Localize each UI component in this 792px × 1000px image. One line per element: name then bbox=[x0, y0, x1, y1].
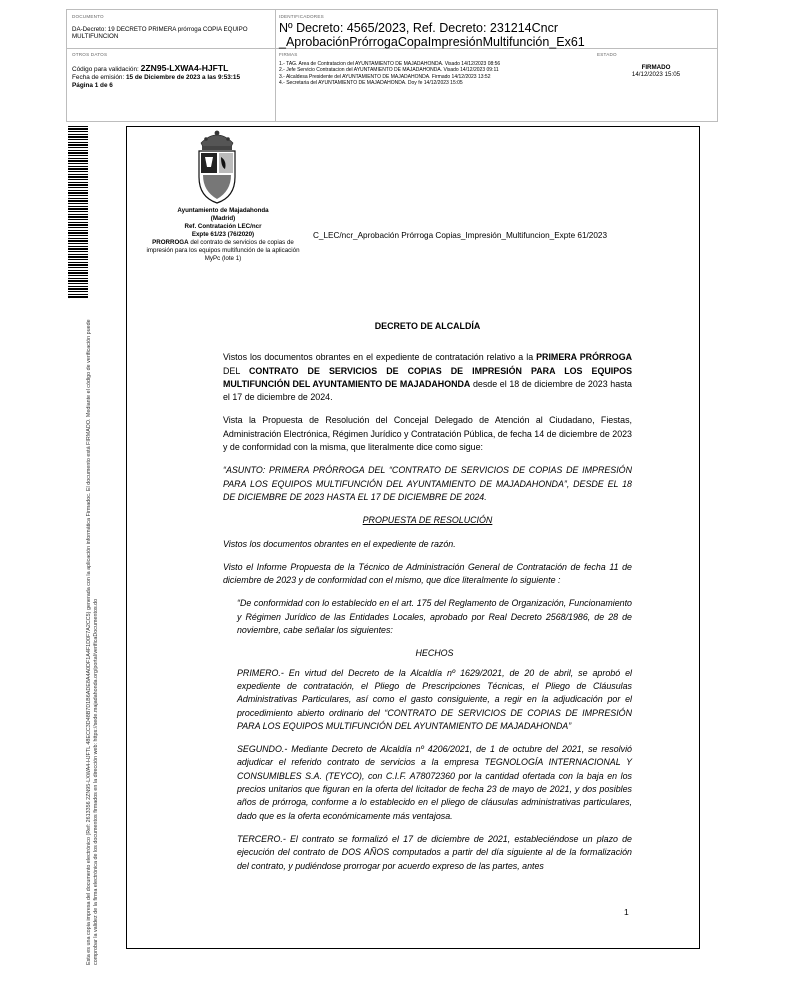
header-divider-vertical bbox=[275, 10, 276, 121]
hechos-heading: HECHOS bbox=[415, 648, 454, 659]
barcode-icon bbox=[68, 126, 88, 298]
quote-primero: PRIMERO.- En virtud del Decreto de la Alcaldía nº 1629/2021, de 20 de abril, se aprobó el expediente de contratación, el Pliego de Prescripciones Técnicas, el Pliego de Cláusulas Administrativas Particulares, así como el gasto consiguiente, a regir en la adjudicación por el procedimiento abierto ordinario del “CONTRATO DE SERVICIOS DE COPIAS DE IMPRESIÓN PARA LOS EQUIPOS MULTIFUNCIÓN DEL AYUNTAMIENTO DE MAJADAHONDA” bbox=[237, 667, 632, 731]
firma-item: 1.- TAG. Area de Contratacion del AYUNTAMIENTO DE MAJADAHONDA. Visado 14/12/2023 08:56 bbox=[279, 60, 501, 67]
expediente-reference: C_LEC/ncr_Aprobación Prórroga Copias_Impresión_Multifuncion_Expte 61/2023 bbox=[313, 231, 608, 240]
firmas-label: FIRMAS bbox=[279, 52, 298, 57]
documento-cell bbox=[72, 14, 272, 40]
codigo-validacion bbox=[72, 63, 272, 74]
estado-label: ESTADO bbox=[597, 52, 617, 57]
firma-item: 3.- Alcaldesa Presidente del AYUNTAMIENTO DE MAJADAHONDA. Firmado 14/12/2023 13:52 bbox=[279, 73, 491, 80]
documento-label: DOCUMENTO bbox=[72, 14, 104, 19]
paragraph-asunto: “ASUNTO: PRIMERA PRÓRROGA DEL “CONTRATO DE SERVICIOS DE COPIAS DE IMPRESIÓN PARA LOS EQUIPOS MULTIFUNCIÓN DEL AYUNTAMIENTO DE MAJADAHONDA”, DESDE EL 18 DE DICIEMBRE DE 2023 HASTA EL 17 DE DICIEMBRE DE 2024. bbox=[223, 465, 632, 502]
documento-value: DA-Decreto: 19 DECRETO PRIMERA prórroga COPIA EQUIPO MULTIFUNCION bbox=[72, 25, 248, 40]
org-province: (Madrid) bbox=[210, 215, 236, 223]
firma-item: 2.- Jefe Servicio Contratacion del AYUNTAMIENTO DE MAJADAHONDA. Visado 14/12/2023 09:11 bbox=[279, 67, 499, 73]
identificadores-label: IDENTIFICADORES bbox=[279, 14, 324, 19]
firma-item: 4.- Secretaria del AYUNTAMIENTO DE MAJADAHONDA. Doy fe 14/12/2023 15:05 bbox=[279, 80, 463, 86]
pagina-indicator: Página 1 de 6 bbox=[72, 81, 113, 89]
identificadores-cell bbox=[279, 14, 715, 49]
org-ref: Ref. Contratación LEC/ncr bbox=[184, 223, 262, 231]
org-desc bbox=[139, 239, 307, 263]
identificadores-value: Nº Decreto: 4565/2023, Ref. Decreto: 231214Cncr _AprobaciónPrórrogaCopaImpresiónMultifunción_Ex61 bbox=[279, 20, 585, 49]
paragraph-vista-propuesta: Vista la Propuesta de Resolución del Concejal Delegado de Atención al Ciudadano, Fiestas, Administración Electrónica, Régimen Jurídico y Contratación Pública, de fecha 14 de diciembre de 2023 y de conformidad con la misma, que literalmente dice como sigue: bbox=[223, 415, 632, 453]
page-number: 1 bbox=[624, 907, 629, 917]
org-name: Ayuntamiento de Majadahonda bbox=[177, 207, 269, 214]
otros-datos-cell bbox=[72, 52, 272, 90]
fecha-emision bbox=[72, 74, 272, 82]
verification-side-text: Esta es una copia impresa del documento electrónico (Ref: 2613356 2ZN95-LXWA4-HJFTL 48ECC3D48B7D1B6ADE8A4A0DF1A4F1D0F7A2CC5) generada con la aplicación informática Firmadoc. El documento está FIRMADO. Mediante el código de verificación puede comprobar la validez de la firma electrónica de los documentos firmados en la dirección web: https://sede.majadahonda.org/portal/verificaDocumentos.do bbox=[86, 319, 100, 965]
org-expte: Expte 61/23 (76/2020) bbox=[191, 231, 255, 239]
paragraph-vistos bbox=[223, 351, 632, 404]
crest-icon bbox=[191, 127, 243, 205]
quote-segundo: SEGUNDO.- Mediante Decreto de Alcaldía nº 4206/2021, de 1 de octubre del 2021, se resolvió adjudicar el referido contrato de servicios a la empresa TEGNOLOGÍA INTERNACIONAL Y CONSUMIBLES S.A. (TEYCO), con C.I.F. A78072360 por la cantidad ofertada con la baja en los precios unitarios que figuran en la oferta del licitador de fecha 23 de mayo de 2021, y dos posibles años de prórroga, conforme a lo establecido en el pliego de cláusulas administrativas particulares, dado que es la oferta económicamente más ventajosa. bbox=[237, 744, 632, 821]
fecha-value: 15 de Diciembre de 2023 a las 9:53:15 bbox=[126, 73, 241, 81]
paragraph-vistos-documentos: Vistos los documentos obrantes en el expediente de razón. bbox=[223, 538, 456, 549]
firmas-cell bbox=[279, 52, 594, 87]
p1-bold-d: CONTRATO DE SERVICIOS DE COPIAS DE IMPRESIÓN PARA LOS EQUIPOS MULTIFUNCIÓN DEL AYUNTAMIENTO DE MAJADAHONDA bbox=[223, 365, 632, 389]
org-desc-text: del contrato de servicios de copias de impresión para los equipos multifunción de la aplicación MyPc (lote 1) bbox=[146, 239, 300, 263]
org-desc-bold: PRORROGA bbox=[152, 239, 189, 247]
page-frame bbox=[126, 126, 700, 949]
org-block bbox=[139, 207, 307, 263]
otros-datos-label: OTROS DATOS bbox=[72, 52, 108, 57]
quote-tercero: TERCERO.- El contrato se formalizó el 17 de diciembre de 2021, estableciéndose un plazo de ejecución del contrato de DOS AÑOS computados a partir del día siguiente al de la formalización del contrato, y pudiéndose prorrogar por acuerdo expreso de las partes, antes bbox=[237, 833, 632, 871]
p1-text-e: desde el 18 de diciembre de 2023 hasta el 17 de diciembre de 2024. bbox=[223, 378, 632, 403]
estado-value: FIRMADO bbox=[641, 63, 671, 71]
decree-title: DECRETO DE ALCALDÍA bbox=[374, 321, 481, 331]
p1-bold-b: PRIMERA PRÓRROGA bbox=[536, 352, 633, 363]
p1-text-c: DEL bbox=[223, 365, 250, 376]
codigo-value: 2ZN95-LXWA4-HJFTL bbox=[140, 62, 229, 73]
paragraph-visto-informe: Visto el Informe Propuesta de la Técnico de Administración General de Contratación de fecha 11 de diciembre de 2023 y de conformidad con el mismo, que dice literalmente lo siguiente : bbox=[223, 561, 632, 586]
propuesta-heading: PROPUESTA DE RESOLUCIÓN bbox=[362, 515, 493, 526]
quote-conformidad: “De conformidad con lo establecido en el art. 175 del Reglamento de Organización, Funcionamiento y Régimen Jurídico de las Entidades Locales, aprobado por Real Decreto 2568/1986, de 28 de noviembre, cabe señalar los siguientes: bbox=[237, 598, 632, 636]
fecha-prefix: Fecha de emisión: bbox=[72, 73, 125, 81]
document-header bbox=[66, 9, 718, 122]
p1-text-a: Vistos los documentos obrantes en el expediente de contratación relativo a la bbox=[223, 352, 537, 363]
document-body bbox=[223, 320, 632, 883]
codigo-prefix: Código para validación: bbox=[72, 65, 139, 73]
estado-date: 14/12/2023 15:05 bbox=[631, 70, 681, 78]
estado-cell bbox=[597, 52, 715, 78]
